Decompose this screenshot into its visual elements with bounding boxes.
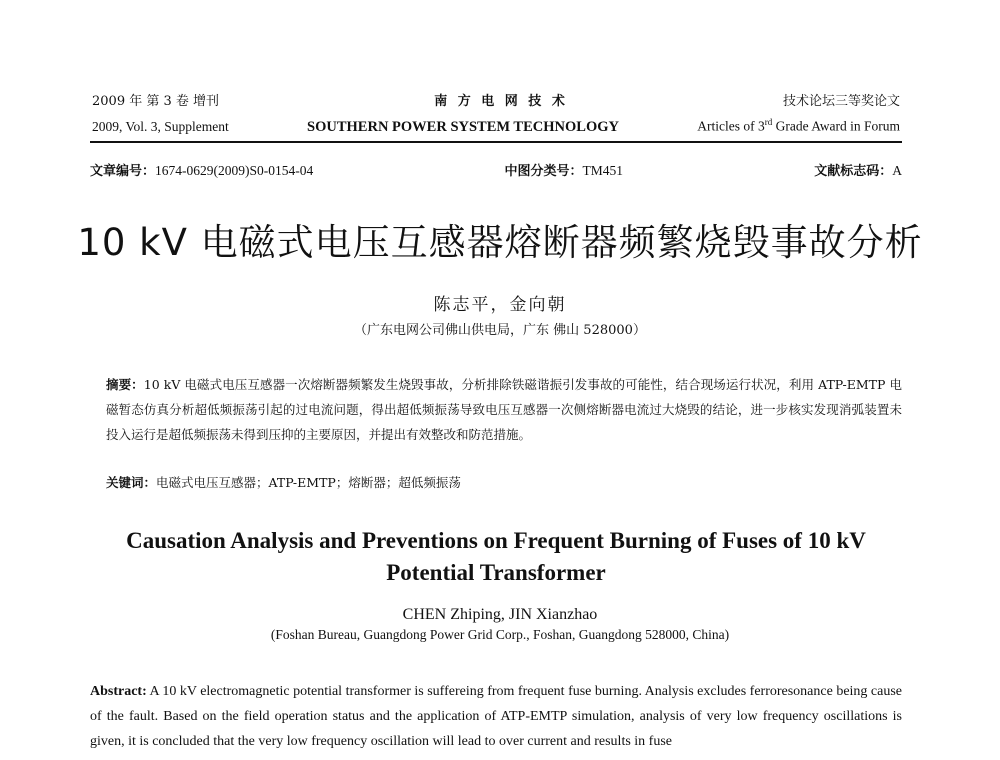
affiliation-cn: （广东电网公司佛山供电局，广东 佛山 528000） — [354, 323, 646, 338]
keywords-text-cn: 电磁式电压互感器；ATP-EMTP；熔断器；超低频振荡 — [156, 475, 461, 490]
classification-number: 中图分类号：TM451 — [504, 163, 623, 179]
journal-issue-en: 2009, Vol. 3, Supplement — [92, 118, 229, 134]
paper-title-cn: 10 kV 电磁式电压互感器熔断器频繁烧毁事故分析 — [77, 221, 923, 264]
running-header-cn — [92, 90, 900, 109]
paper-title-en: Causation Analysis and Preventions on Frequent Burning of Fuses of 10 kV Potential Transformer — [126, 528, 866, 585]
document-code: 文献标志码：A — [814, 163, 902, 179]
journal-name-cn: 南 方 电 网 技 术 — [434, 94, 568, 109]
keywords-label-cn: 关键词： — [106, 475, 157, 490]
abstract-cn — [106, 372, 902, 447]
abstract-text-en: A 10 kV electromagnetic potential transformer is suffereing from frequent fuse burning. Analysis excludes ferroresonance being cause of the fault. Based on the field operation status and the application of ATP-EMTP simulation, analysis of very low frequency oscillations is given, it is concluded that the very low frequency oscillation will lead to over current and results in fuse — [90, 684, 903, 749]
authors-en: CHEN Zhiping, JIN Xianzhao — [402, 606, 598, 623]
keywords-cn — [106, 473, 902, 491]
section-label-en: Articles of 3rd Grade Award in Forum — [697, 117, 900, 134]
section-label-cn: 技术论坛三等奖论文 — [782, 94, 900, 109]
journal-name-en: SOUTHERN POWER SYSTEM TECHNOLOGY — [307, 118, 619, 135]
abstract-en — [90, 679, 902, 754]
abstract-label-cn: 摘要： — [106, 377, 144, 392]
abstract-text-cn: 10 kV 电磁式电压互感器一次熔断器频繁发生烧毁事故，分析排除铁磁谐振引发事故的可能性，结合现场运行状况，利用 ATP-EMTP 电磁暂态仿真分析超低频振荡引起的过电流问题，得出超低频振荡导致电压互感器一次侧熔断器电流过大烧毁的结论，进一步核实发现消弧装置未投入运行是超低频振荡未得到压抑的主要原因，并提出有效整改和防范措施。 — [106, 377, 902, 442]
affiliation-en: (Foshan Bureau, Guangdong Power Grid Corp., Foshan, Guangdong 528000, China) — [270, 627, 730, 642]
article-number: 文章编号：1674-0629(2009)S0-0154-04 — [90, 163, 314, 179]
header-rule — [90, 141, 902, 143]
abstract-label-en: Abstract: — [90, 684, 147, 699]
authors-cn: 陈志平，金向朝 — [433, 295, 567, 315]
article-meta — [90, 160, 902, 179]
journal-issue-cn: 2009 年 第 3 卷 增刊 — [92, 94, 220, 109]
running-header-en — [92, 117, 900, 136]
